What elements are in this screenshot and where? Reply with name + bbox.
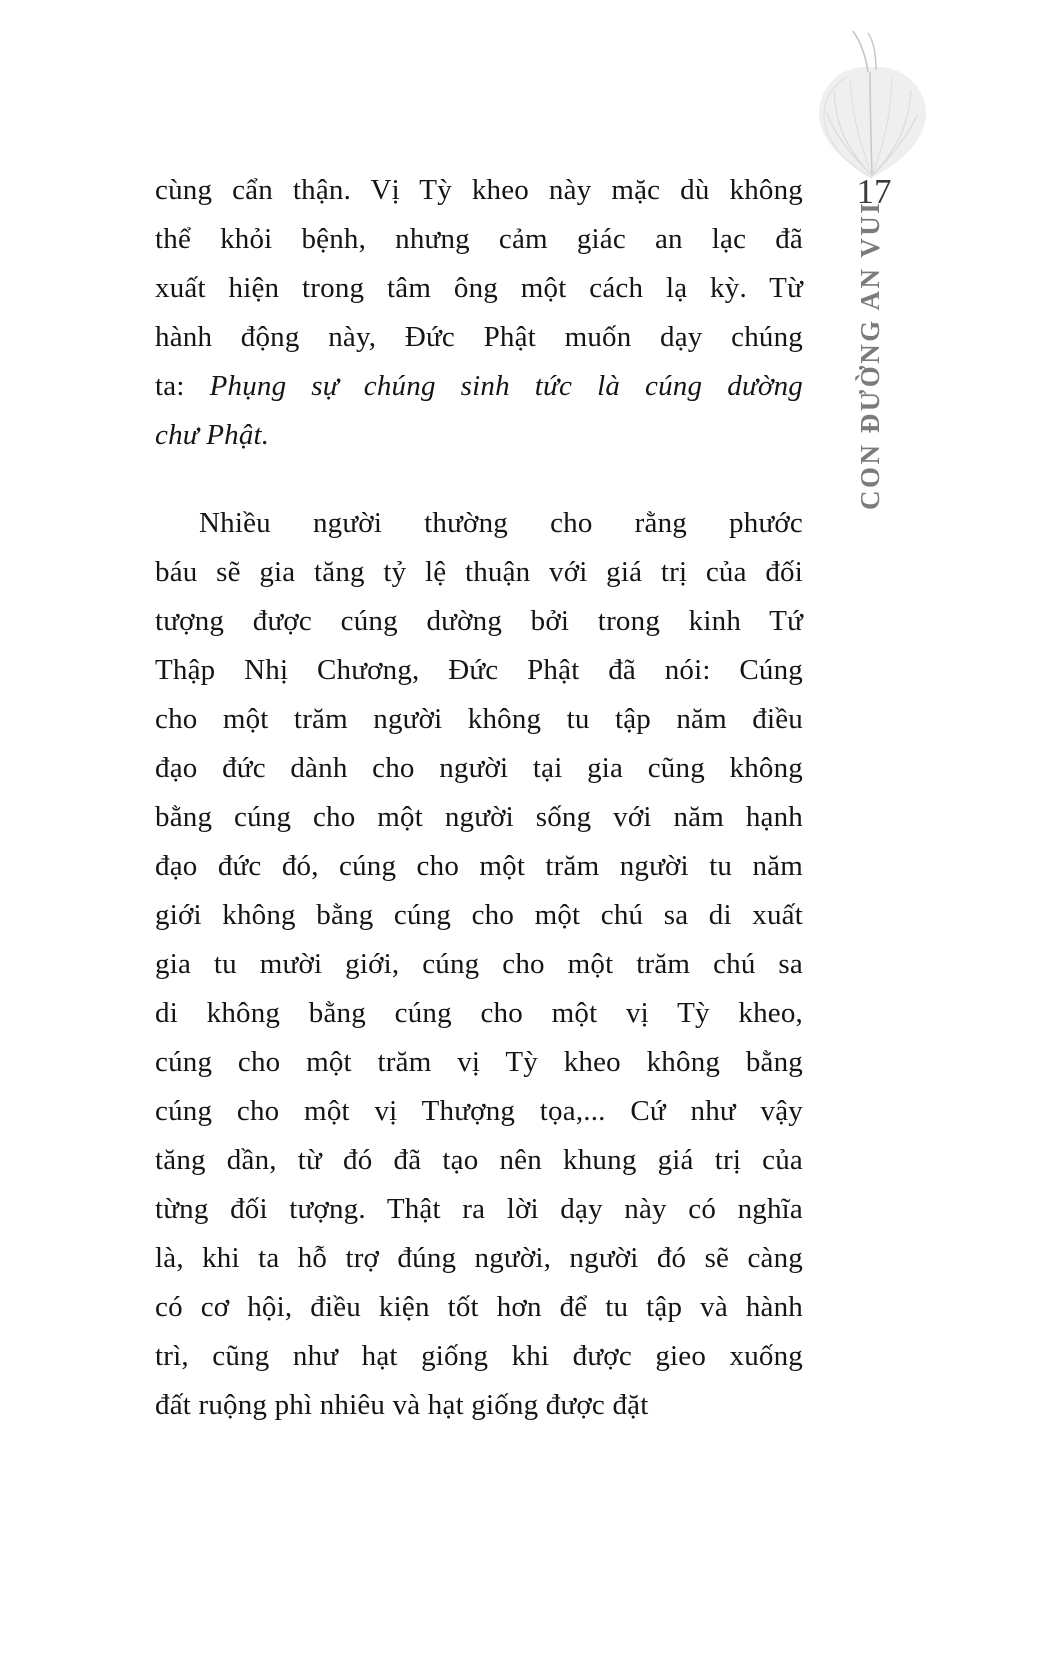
text-line [155,166,803,215]
text-line [155,597,803,646]
text-segment: tượng được cúng dường bởi trong kinh Tứ [155,605,803,637]
text-segment: có cơ hội, điều kiện tốt hơn để tu tập và hành [155,1291,803,1323]
text-line [155,548,803,597]
text-segment: cúng cho một vị Thượng tọa,... Cứ như vậy [155,1095,803,1127]
text-segment: xuất hiện trong tâm ông một cách lạ kỳ. Từ [155,272,803,304]
text-line [155,1332,803,1381]
running-title: CON ĐƯỜNG AN VUI [855,200,885,510]
text-segment: cúng cho một trăm vị Tỳ kheo không bằng [155,1046,803,1078]
text-segment: gia tu mười giới, cúng cho một trăm chú sa [155,948,803,980]
text-segment: trì, cũng như hạt giống khi được gieo xuống [155,1340,803,1372]
body-text [155,166,803,1430]
text-line [155,1136,803,1185]
text-segment: là, khi ta hỗ trợ đúng người, người đó sẽ càng [155,1242,803,1274]
text-line [155,744,803,793]
text-segment: ta: [155,370,210,402]
text-segment: đất ruộng phì nhiêu và hạt giống được đặt [155,1389,649,1421]
text-segment: di không bằng cúng cho một vị Tỳ kheo, [155,997,803,1029]
paragraph [155,166,803,460]
text-line [155,940,803,989]
text-segment: báu sẽ gia tăng tỷ lệ thuận với giá trị của đối [155,556,803,588]
text-segment: từng đối tượng. Thật ra lời dạy này có nghĩa [155,1193,803,1225]
page-number: 17 [856,172,892,211]
text-line [155,989,803,1038]
text-segment: cho một trăm người không tu tập năm điều [155,703,803,735]
text-line [155,646,803,695]
text-line [155,362,803,411]
text-segment: giới không bằng cúng cho một chú sa di xuất [155,899,803,931]
italic-text-segment: chư Phật. [155,419,270,451]
text-segment: thể khỏi bệnh, nhưng cảm giác an lạc đã [155,223,803,255]
text-line [155,793,803,842]
bodhi-leaf-watermark [810,28,936,184]
text-line [155,1234,803,1283]
text-line [155,264,803,313]
text-line [155,1283,803,1332]
text-line [155,1038,803,1087]
text-line [155,842,803,891]
text-line [155,499,803,548]
text-segment: đạo đức đó, cúng cho một trăm người tu năm [155,850,803,882]
text-line [155,695,803,744]
text-segment: bằng cúng cho một người sống với năm hạnh [155,801,803,833]
text-line [155,313,803,362]
text-segment: đạo đức dành cho người tại gia cũng không [155,752,803,784]
text-segment: cùng cẩn thận. Vị Tỳ kheo này mặc dù không [155,174,803,206]
italic-text-segment: Phụng sự chúng sinh tức là cúng dường [209,370,803,402]
text-line [155,1381,803,1430]
paragraph [155,499,803,1430]
text-line [155,1185,803,1234]
text-line [155,215,803,264]
text-line [155,411,803,460]
text-segment: Nhiều người thường cho rằng phước [199,507,803,539]
text-line [155,1087,803,1136]
bodhi-leaf-icon [810,28,936,184]
text-segment: Thập Nhị Chương, Đức Phật đã nói: Cúng [155,654,803,686]
text-segment: hành động này, Đức Phật muốn dạy chúng [155,321,803,353]
text-line [155,891,803,940]
text-segment: tăng dần, từ đó đã tạo nên khung giá trị của [155,1144,803,1176]
